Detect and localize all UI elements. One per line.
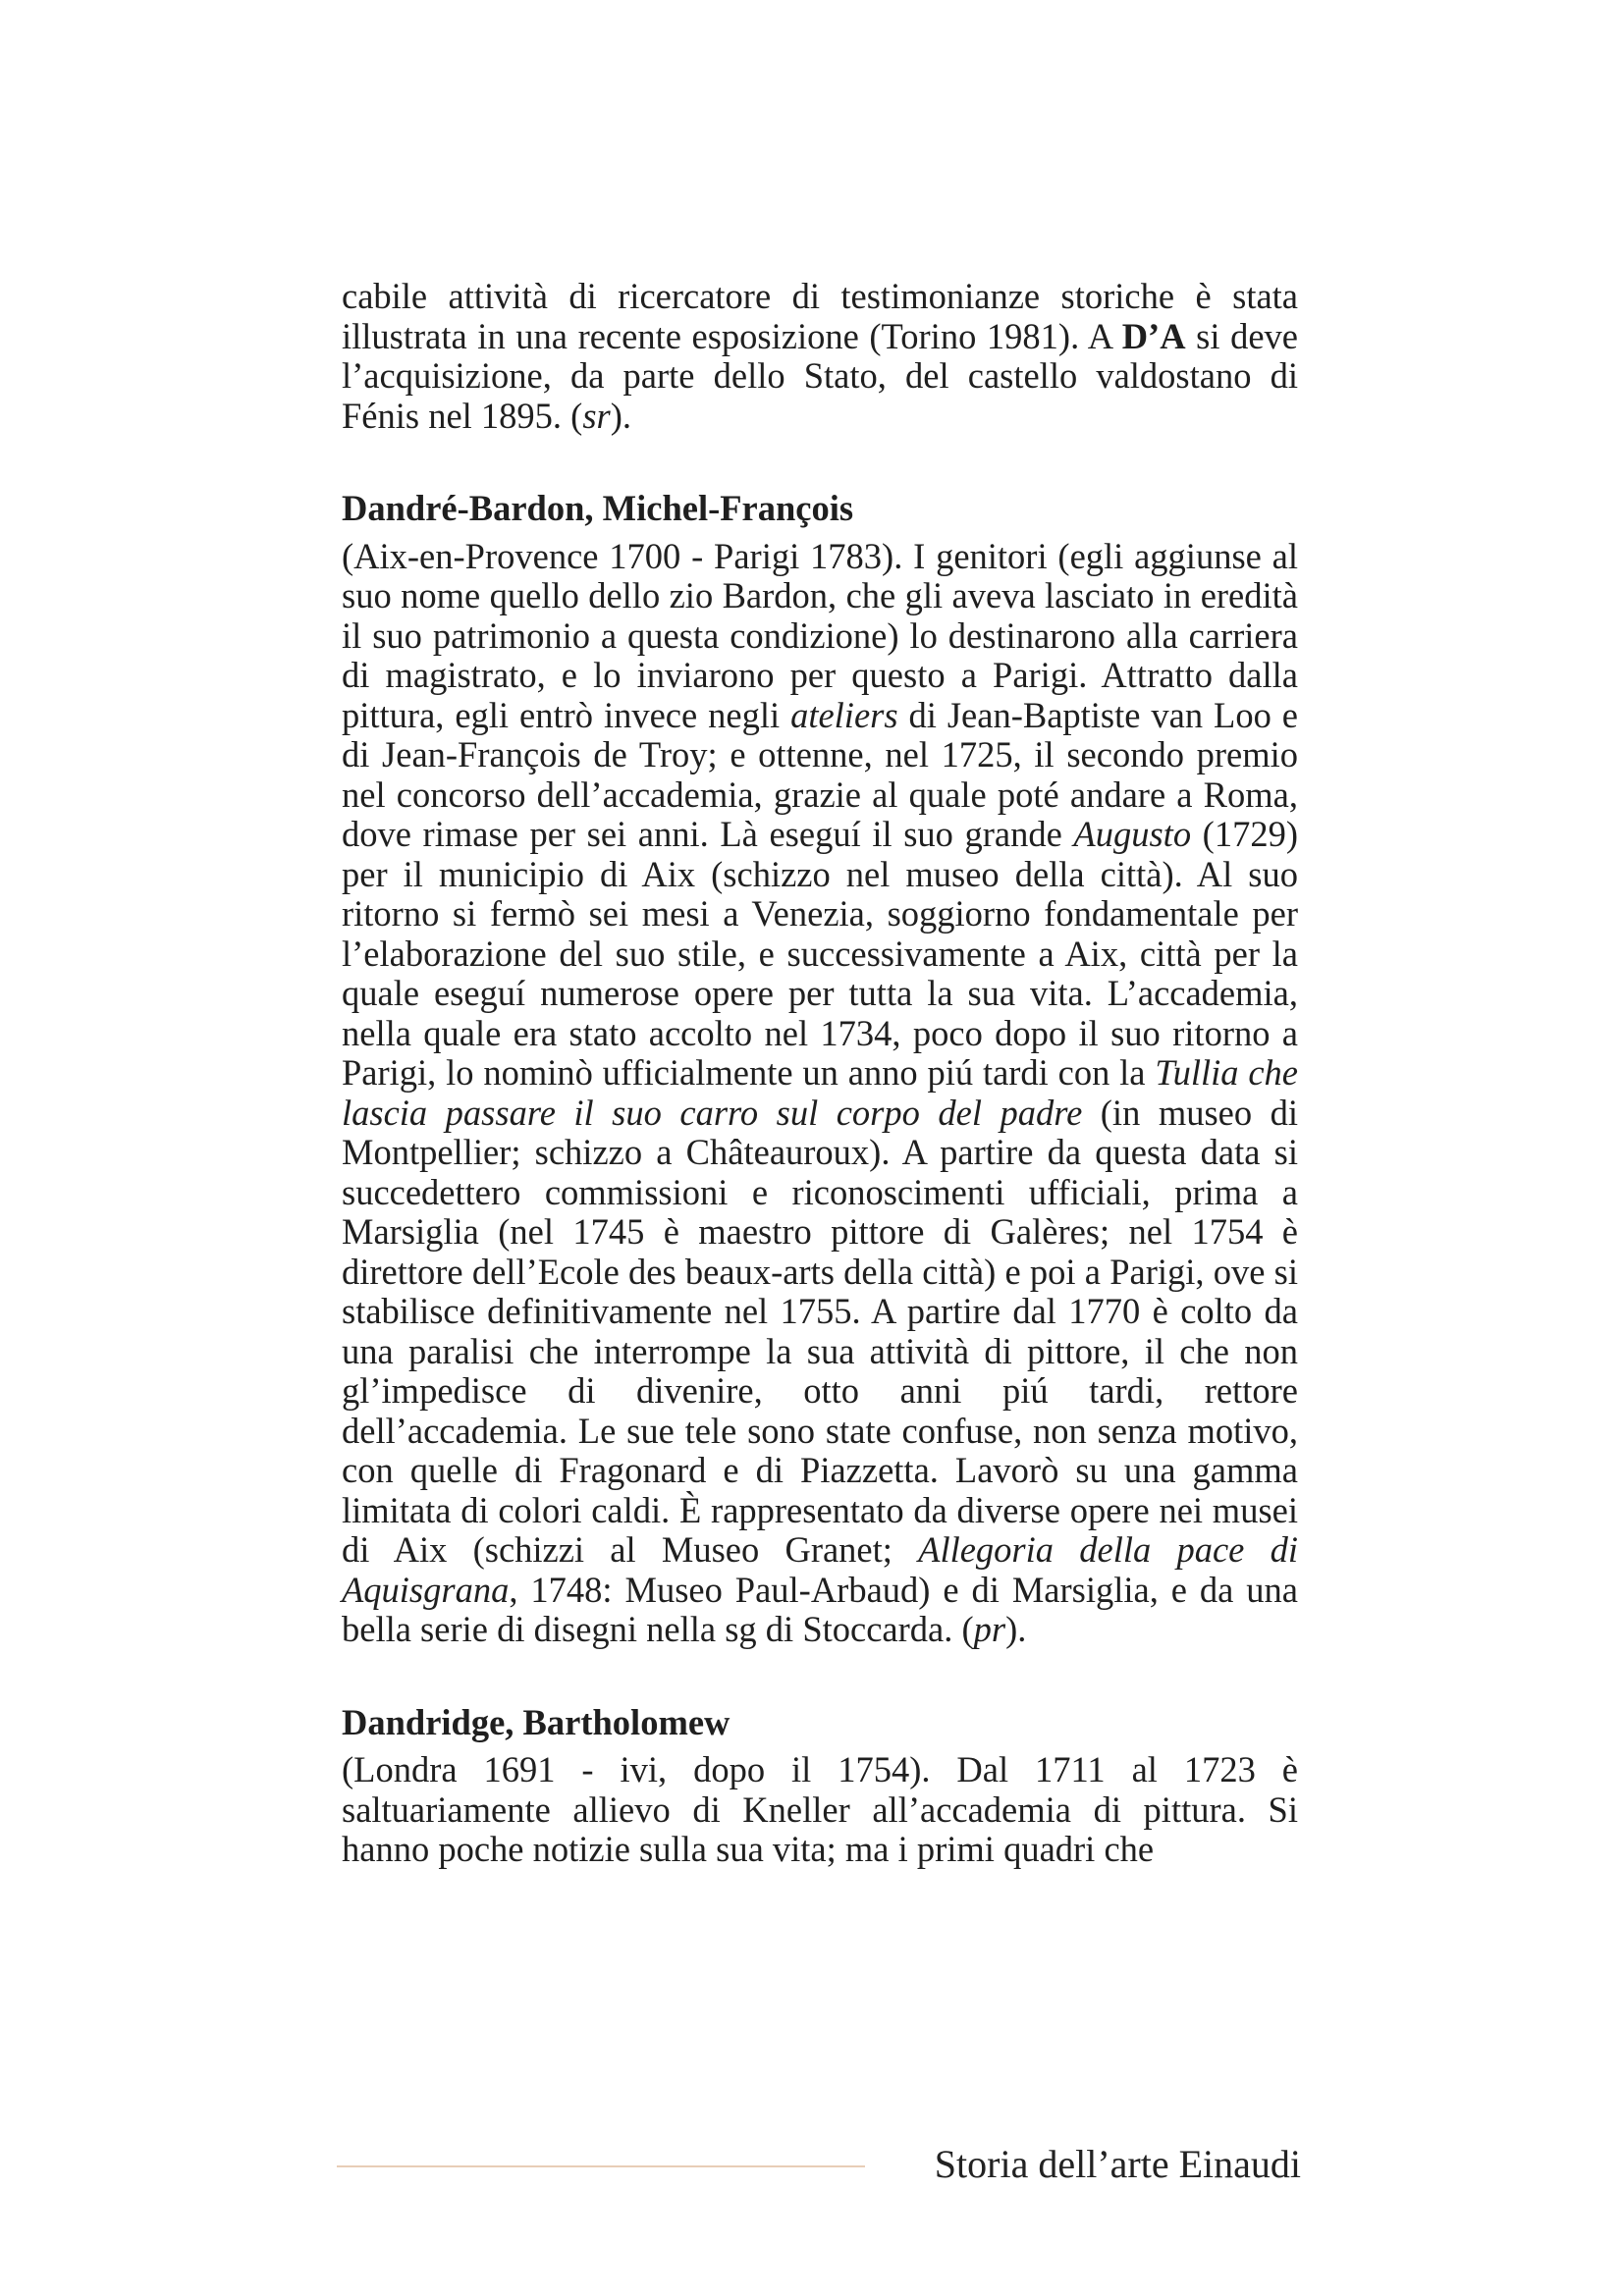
intro-abbreviation: D’A (1121, 315, 1186, 356)
intro-author-initials: sr (582, 395, 611, 436)
entry1-author-initials: pr (973, 1609, 1006, 1649)
entry1-text-4: (in museo di Montpellier; schizzo a Châteauroux). A partire da questa data si succedettero commissioni e riconoscimenti ufficiali, prima a Marsiglia (nel 1745 è maestro pittore di Galères; nel 1754 è direttore dell’Ecole des beaux-arts della città) e poi a Parigi, ove si stabilisce definitivamente nel 1755. A partire dal 1770 è colto da una paralisi che interrompe la sua attività di pittore, il che non gl’impedisce di divenire, otto anni piú tardi, rettore dell’accademia. Le sue tele sono state confuse, non senza motivo, con quelle di Fragonard e di Piazzetta. Lavorò su una gamma limitata di colori caldi. È rappresentato da diverse opere nei musei di Aix (schizzi al Museo Granet; (342, 1092, 1299, 1570)
footer-divider (337, 2165, 865, 2167)
entry1-italic-2: Augusto (1073, 814, 1192, 854)
entry1-text-3: (1729) per il municipio di Aix (schizzo nel museo della città). Al suo ritorno si fermò sei mesi a Venezia, soggiorno fondamentale per l’elaborazione del suo stile, e successivamente a Aix, città per la quale eseguí numerose opere per tutta la sua vita. L’accademia, nella quale era stato accolto nel 1734, poco dopo il suo ritorno a Parigi, lo nominò ufficialmente un anno piú tardi con la (342, 814, 1298, 1093)
entry-text-dandre-bardon (342, 537, 1298, 1650)
entry1-text-2: di Jean-Baptiste van Loo e di Jean-François de Troy; e ottenne, nel 1725, il secondo premio nel concorso dell’accademia, grazie al quale poté andare a Roma, dove rimase per sei anni. Là eseguí il suo grande (342, 694, 1298, 854)
intro-paragraph (342, 277, 1298, 436)
entry1-text-1: (Aix-en-Provence 1700 - Parigi 1783). I genitori (egli aggiunse al suo nome quello dello zio Bardon, che gli aveva lasciato in eredità il suo patrimonio a questa condizione) lo destinarono alla carriera di magistrato, e lo inviarono per questo a Parigi. Attratto dalla pittura, egli entrò invece negli (342, 535, 1298, 735)
intro-text-2: si deve l’acquisizione, da parte dello Stato, del castello valdostano di Fénis nel 1895. ( (342, 315, 1298, 436)
intro-text-1: cabile attività di ricercatore di testimonianze storiche è stata illustrata in una recente esposizione (Torino 1981). A (342, 276, 1298, 356)
entry1-text-6: ). (1005, 1609, 1027, 1649)
intro-text-3: ). (610, 395, 632, 436)
entry1-italic-3: Tullia che lascia passare il suo carro sul corpo del padre (342, 1052, 1299, 1133)
entry-heading-dandre-bardon: Dandré-Bardon, Michel-François (342, 488, 854, 528)
footer-book-title: Storia dell’arte Einaudi (934, 2142, 1301, 2186)
entry1-italic-4: Allegoria della pace di Aquisgrana (342, 1529, 1298, 1610)
page-body (342, 277, 1298, 1870)
entry1-text-5: , 1748: Museo Paul-Arbaud) e di Marsiglia, e da una bella serie di disegni nella sg di Stoccarda. ( (342, 1569, 1298, 1649)
entry-text-dandridge: (Londra 1691 - ivi, dopo il 1754). Dal 1711 al 1723 è saltuariamente allievo di Kneller all’accademia di pittura. Si hanno poche notizie sulla sua vita; ma i primi quadri che (342, 1749, 1298, 1869)
entry1-italic-1: ateliers (790, 694, 898, 735)
entry-heading-dandridge: Dandridge, Bartholomew (342, 1701, 730, 1742)
